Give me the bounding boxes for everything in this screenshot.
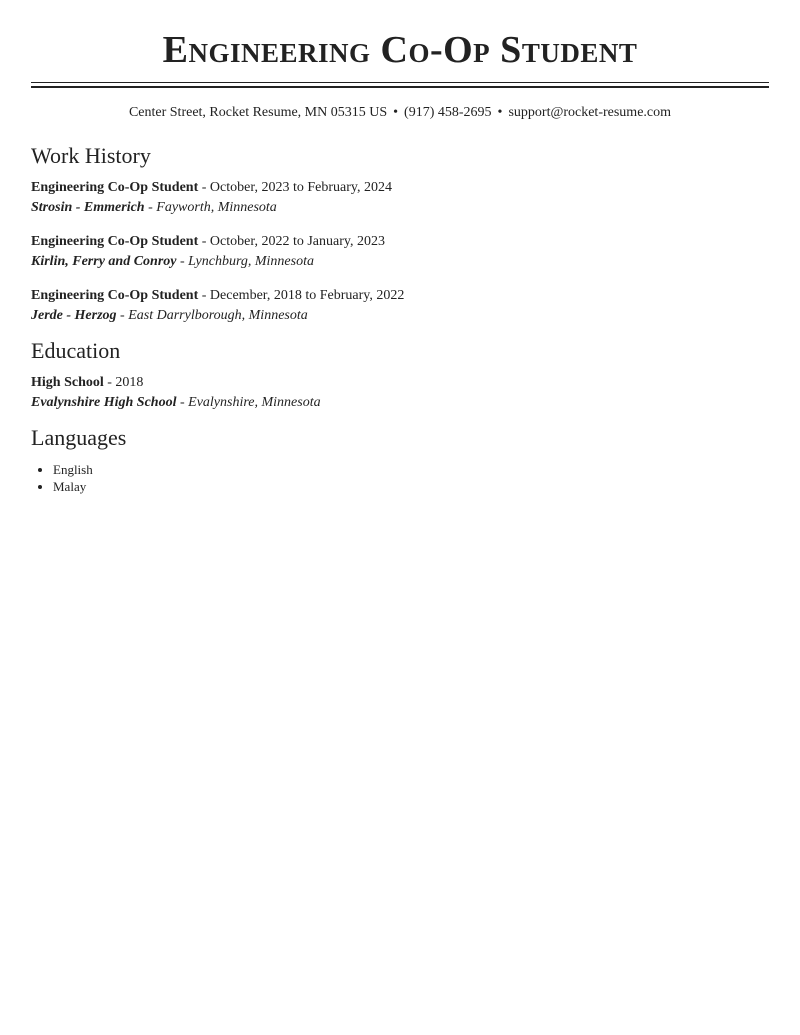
work-entry-location: East Darrylborough, Minnesota [128, 308, 308, 323]
languages-list [31, 461, 93, 495]
work-entry-role: Engineering Co-Op Student [31, 234, 199, 249]
work-entry-location: Fayworth, Minnesota [156, 200, 277, 215]
work-entry-company: Jerde - Herzog [31, 308, 117, 323]
work-entry-dates: October, 2023 to February, 2024 [209, 180, 392, 195]
language-item: • Malay [53, 478, 93, 495]
work-entry-location: Lynchburg, Minnesota [188, 254, 314, 269]
education-degree: High School [31, 375, 104, 390]
work-entry-role-line [31, 286, 769, 306]
work-entry [31, 178, 769, 218]
dash: - [176, 395, 189, 410]
education-entry [31, 373, 769, 413]
education-school: Evalynshire High School [31, 395, 177, 410]
header-divider-thick [31, 86, 769, 88]
contact-email: support@rocket-resume.com [508, 105, 672, 120]
section-title-education: Education [31, 338, 121, 363]
education-location: Evalynshire, Minnesota [188, 395, 321, 410]
contact-address: Center Street, Rocket Resume, MN 05315 US [128, 105, 388, 120]
work-entry-company-line [31, 252, 769, 272]
work-entry-role: Engineering Co-Op Student [31, 288, 199, 303]
contact-separator: • [497, 105, 503, 120]
education-school-line [31, 393, 769, 413]
work-entry-role-line [31, 178, 769, 198]
dash: - [198, 234, 210, 249]
dash: - [176, 254, 189, 269]
dash: - [116, 308, 129, 323]
work-entry-company-line [31, 306, 769, 326]
contact-line [31, 104, 769, 122]
dash: - [103, 375, 116, 390]
section-title-languages: Languages [31, 425, 127, 450]
contact-phone: (917) 458-2695 [404, 105, 492, 120]
work-entry-role: Engineering Co-Op Student [31, 180, 199, 195]
education-year: 2018 [115, 375, 144, 390]
language-item: • English [53, 461, 93, 478]
resume-name-heading: Engineering Co-Op Student [162, 29, 638, 71]
contact-separator: • [393, 105, 399, 120]
section-title-work-history: Work History [31, 143, 151, 168]
education-degree-line [31, 373, 769, 393]
work-entry [31, 286, 769, 326]
work-entry [31, 232, 769, 272]
dash: - [144, 200, 157, 215]
work-entry-company-line [31, 198, 769, 218]
dash: - [198, 288, 210, 303]
header-divider-thin [31, 82, 769, 83]
work-entry-dates: October, 2022 to January, 2023 [209, 234, 385, 249]
dash: - [198, 180, 210, 195]
work-entry-dates: December, 2018 to February, 2022 [209, 288, 405, 303]
work-entry-company: Strosin - Emmerich [31, 200, 145, 215]
work-entry-role-line [31, 232, 769, 252]
work-entry-company: Kirlin, Ferry and Conroy [31, 254, 177, 269]
